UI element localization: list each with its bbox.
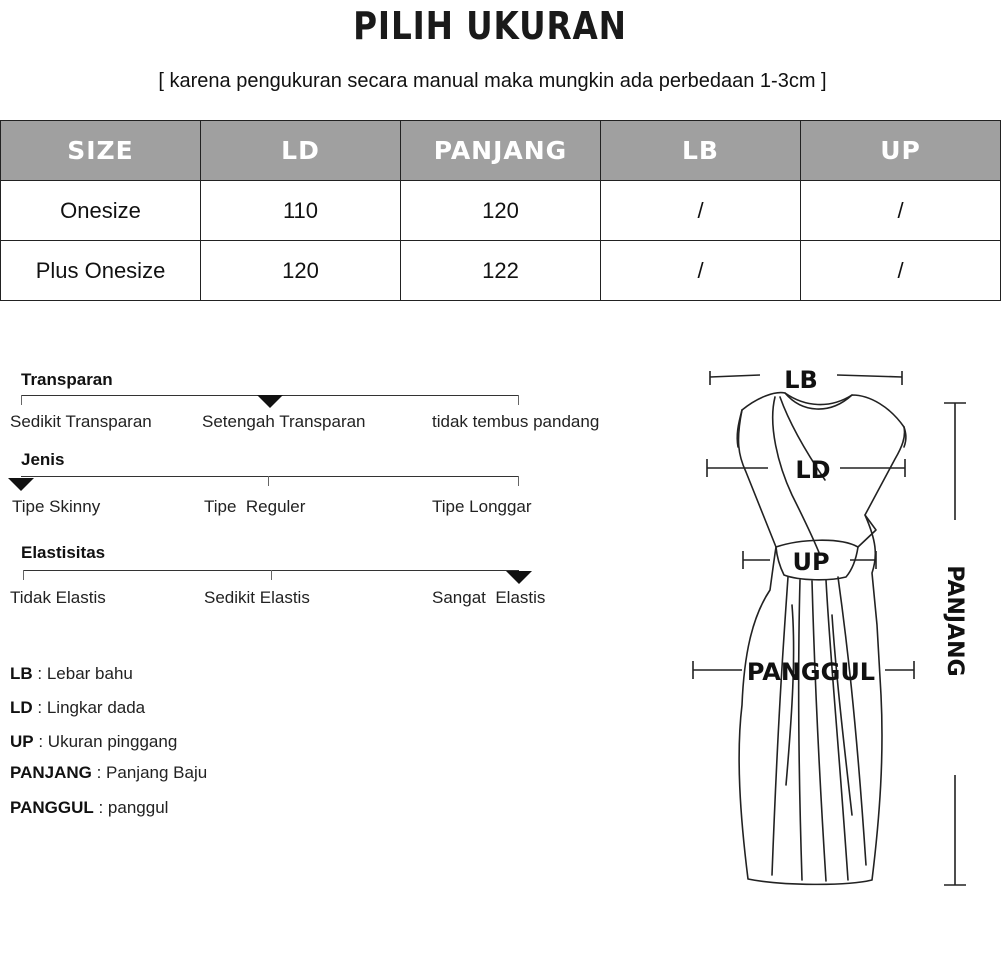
scale-tick xyxy=(518,476,519,486)
page-title: PILIH UKURAN xyxy=(353,4,627,48)
header-size: SIZE xyxy=(1,121,201,181)
cell-ld: 120 xyxy=(201,241,401,301)
header-up: UP xyxy=(801,121,1001,181)
scale-title: Elastisitas xyxy=(21,543,106,562)
cell-size: Onesize xyxy=(1,181,201,241)
cell-up: / xyxy=(801,181,1001,241)
legend-desc: : Lebar bahu xyxy=(32,664,133,683)
scale-tick xyxy=(518,395,519,405)
cell-panjang: 120 xyxy=(401,181,601,241)
dress-diagram xyxy=(680,355,980,900)
legend-desc: : Ukuran pinggang xyxy=(33,732,178,751)
scale-tick xyxy=(271,570,272,580)
panjang-label: PANJANG xyxy=(942,565,967,677)
scale-option: Tipe Skinny xyxy=(12,497,101,516)
scale-tick xyxy=(268,476,269,486)
legend-item xyxy=(10,664,133,684)
scale-option: Sangat Elastis xyxy=(432,588,546,607)
legend-desc: : panggul xyxy=(93,798,169,817)
selected-marker-icon xyxy=(8,478,34,491)
scale-title: Jenis xyxy=(21,450,65,469)
cell-lb: / xyxy=(601,181,801,241)
up-label: UP xyxy=(792,548,830,576)
header-panjang: PANJANG xyxy=(401,121,601,181)
scale-option: Setengah Transparan xyxy=(202,412,366,431)
ld-label: LD xyxy=(795,456,831,484)
legend-item xyxy=(10,698,145,718)
legend-desc: : Panjang Baju xyxy=(91,763,208,782)
legend-abbr: LB xyxy=(10,664,33,683)
lb-label: LB xyxy=(784,366,818,394)
scale-option: Tipe Reguler xyxy=(204,497,306,516)
scale-tick xyxy=(21,395,22,405)
selected-marker-icon xyxy=(506,571,532,584)
measurement-note: [ karena pengukuran secara manual maka mungkin ada perbedaan 1-3cm ] xyxy=(158,70,827,92)
scale-tick xyxy=(23,570,24,580)
legend-abbr: PANGGUL xyxy=(10,798,94,817)
legend-abbr: UP xyxy=(10,732,34,751)
legend-desc: : Lingkar dada xyxy=(32,698,146,717)
panggul-label: PANGGUL xyxy=(746,658,876,686)
header-ld: LD xyxy=(201,121,401,181)
selected-marker-icon xyxy=(257,395,283,408)
cell-ld: 110 xyxy=(201,181,401,241)
scale-option: Tidak Elastis xyxy=(10,588,106,607)
legend-abbr: PANJANG xyxy=(10,763,92,782)
scale-option: Tipe Longgar xyxy=(432,497,532,516)
size-table xyxy=(0,120,1001,301)
scale-line xyxy=(21,476,519,477)
cell-lb: / xyxy=(601,241,801,301)
cell-up: / xyxy=(801,241,1001,301)
scale-option: tidak tembus pandang xyxy=(432,412,600,431)
header-lb: LB xyxy=(601,121,801,181)
table-row xyxy=(1,181,1001,241)
scale-title: Transparan xyxy=(21,370,113,389)
size-table-header xyxy=(1,121,1001,181)
legend-abbr: LD xyxy=(10,698,33,717)
scale-option: Sedikit Transparan xyxy=(10,412,152,431)
table-row xyxy=(1,241,1001,301)
legend-item xyxy=(10,732,177,752)
legend-item xyxy=(10,798,168,818)
cell-size: Plus Onesize xyxy=(1,241,201,301)
cell-panjang: 122 xyxy=(401,241,601,301)
legend-item xyxy=(10,763,207,783)
scale-option: Sedikit Elastis xyxy=(204,588,310,607)
